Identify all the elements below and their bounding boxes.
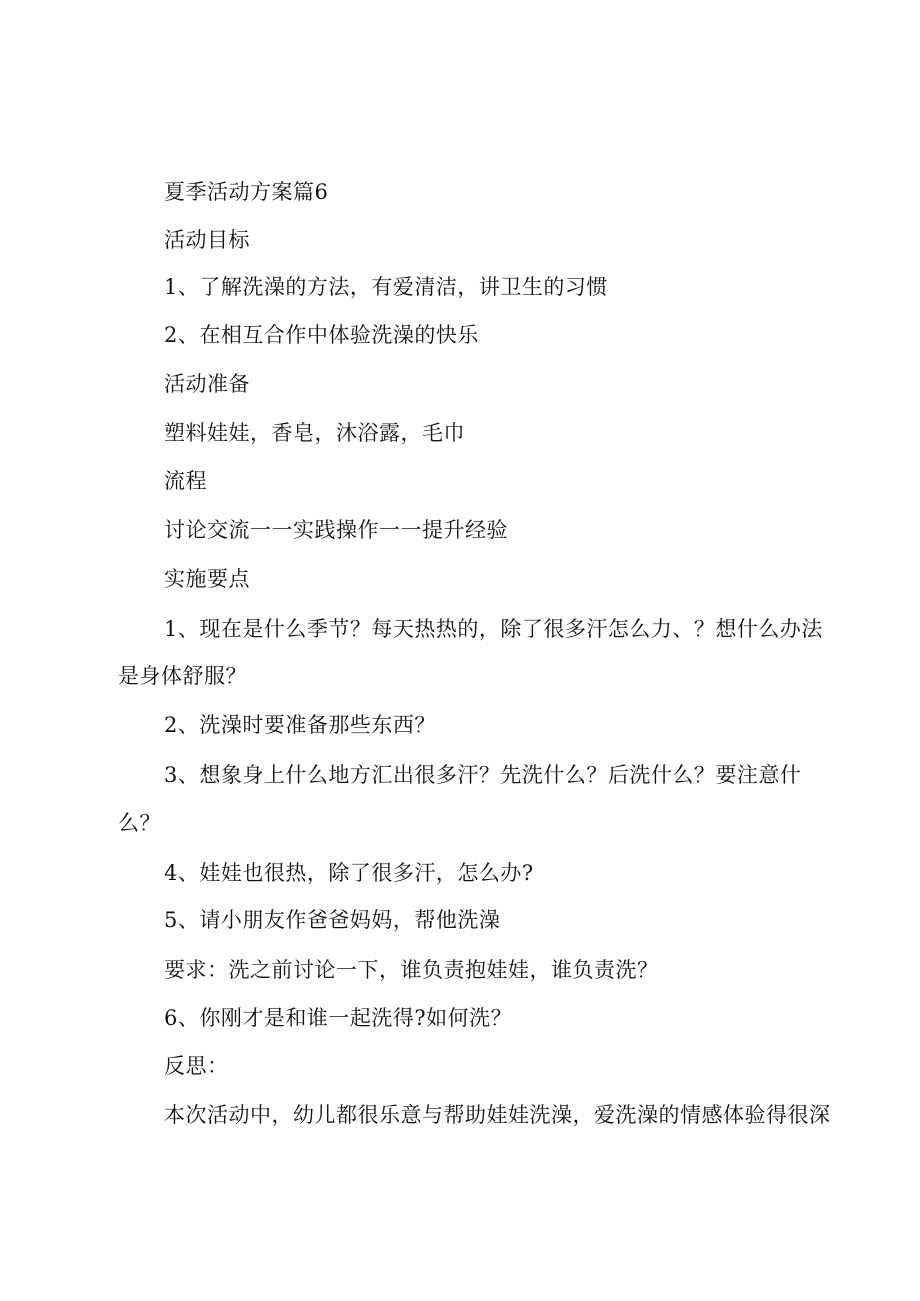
key-point-2: 2、洗澡时要准备那些东西？ [164,713,436,737]
heading-key-points: 实施要点 [164,567,250,591]
key-point-3: 3、想象身上什么地方汇出很多汗？先洗什么？后洗什么？要注意什 [164,763,802,787]
goal-item-2: 2、在相互合作中体验洗澡的快乐 [164,323,479,347]
heading-goals: 活动目标 [164,228,250,252]
heading-reflection: 反思： [164,1054,229,1078]
key-point-3-continued: 么？ [118,811,161,835]
reflection-text: 本次活动中，幼儿都很乐意与帮助娃娃洗澡，爱洗澡的情感体验得很深 [164,1103,831,1127]
requirement-text: 要求：洗之前讨论一下，谁负责抱娃娃，谁负责洗？ [164,958,659,982]
key-point-1-continued: 是身体舒服？ [118,664,247,688]
heading-preparation: 活动准备 [164,372,250,396]
heading-process: 流程 [164,469,207,493]
goal-item-1: 1、了解洗澡的方法，有爱清洁，讲卫生的习惯 [164,275,608,299]
key-point-6: 6、你刚才是和谁一起洗得?如何洗？ [164,1006,513,1030]
process-text: 讨论交流一一实践操作一一提升经验 [164,518,508,542]
section-title: 夏季活动方案篇6 [164,180,329,204]
key-point-4: 4、娃娃也很热，除了很多汗，怎么办? [164,861,534,885]
key-point-1: 1、现在是什么季节？每天热热的，除了很多汗怎么力、？想什么办法 [164,617,823,641]
preparation-text: 塑料娃娃，香皂，沐浴露，毛巾 [164,421,465,445]
key-point-5: 5、请小朋友作爸爸妈妈，帮他洗澡 [164,908,501,932]
